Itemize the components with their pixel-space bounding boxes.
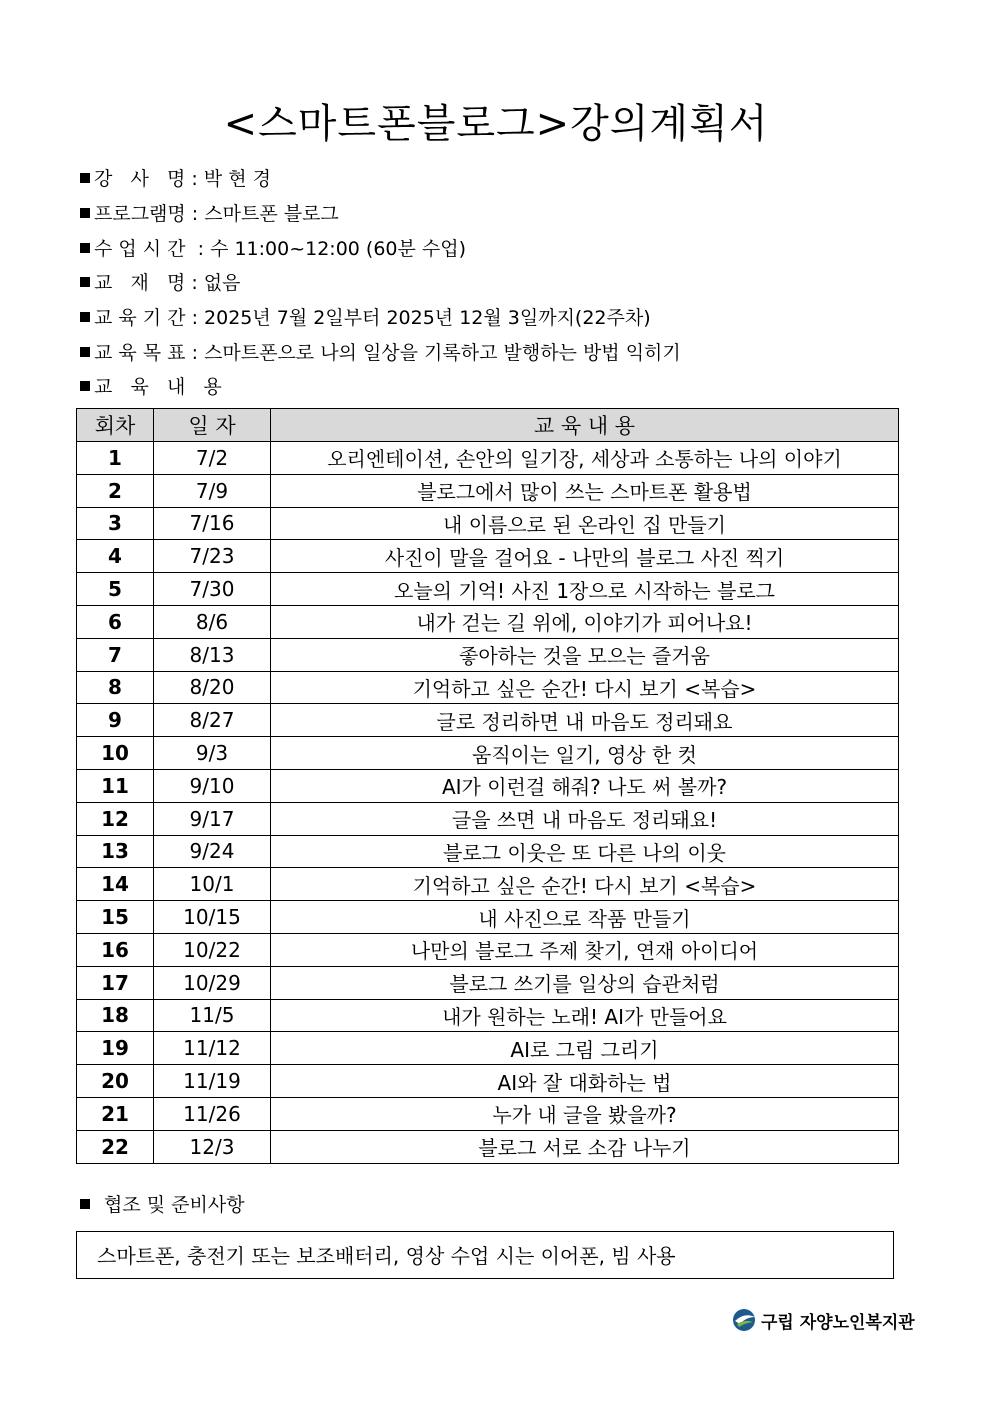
table-row bbox=[77, 442, 899, 475]
info-line bbox=[80, 234, 466, 261]
info-value: 없음 bbox=[203, 272, 241, 294]
session-date: 10/29 bbox=[154, 966, 271, 999]
square-bullet-icon bbox=[80, 381, 90, 391]
session-date: 12/3 bbox=[154, 1130, 271, 1163]
session-number: 9 bbox=[77, 704, 154, 737]
session-date: 10/1 bbox=[154, 868, 271, 901]
session-date: 11/5 bbox=[154, 999, 271, 1032]
session-date: 9/17 bbox=[154, 802, 271, 835]
table-row bbox=[77, 507, 899, 540]
table-row bbox=[77, 540, 899, 573]
session-content: 오늘의 기억! 사진 1장으로 시작하는 블로그 bbox=[271, 573, 899, 606]
info-line bbox=[80, 303, 651, 330]
session-content: 좋아하는 것을 모으는 즐거움 bbox=[271, 638, 899, 671]
session-content: 글을 쓰면 내 마음도 정리돼요! bbox=[271, 802, 899, 835]
session-date: 11/26 bbox=[154, 1097, 271, 1130]
table-row bbox=[77, 802, 899, 835]
prep-label-text: 협조 및 준비사항 bbox=[104, 1194, 245, 1216]
table-row bbox=[77, 999, 899, 1032]
square-bullet-icon bbox=[80, 312, 90, 322]
info-line bbox=[80, 164, 271, 191]
session-date: 9/24 bbox=[154, 835, 271, 868]
info-line bbox=[80, 372, 228, 399]
session-date: 7/9 bbox=[154, 474, 271, 507]
info-value: 스마트폰 블로그 bbox=[204, 203, 339, 225]
header-content: 교 육 내 용 bbox=[271, 409, 899, 442]
logo-text: 구립 자양노인복지관 bbox=[761, 1312, 915, 1333]
session-content: 내가 걷는 길 위에, 이야기가 피어나요! bbox=[271, 605, 899, 638]
table-row bbox=[77, 966, 899, 999]
document-title: <스마트폰블로그>강의계획서 bbox=[223, 101, 769, 147]
session-number: 7 bbox=[77, 638, 154, 671]
prep-section-label bbox=[80, 1190, 245, 1217]
info-value: 수 11:00~12:00 (60분 수업) bbox=[210, 238, 467, 260]
session-number: 14 bbox=[77, 868, 154, 901]
info-value: 스마트폰으로 나의 일상을 기록하고 발행하는 방법 익히기 bbox=[204, 342, 681, 364]
info-line bbox=[80, 338, 681, 365]
organization-logo bbox=[731, 1306, 915, 1334]
header-session: 회차 bbox=[77, 409, 154, 442]
info-value: 2025년 7월 2일부터 2025년 12월 3일까지(22주차) bbox=[204, 307, 651, 329]
info-label: 강 사 명 : bbox=[94, 168, 198, 190]
table-row bbox=[77, 474, 899, 507]
session-number: 20 bbox=[77, 1065, 154, 1098]
session-number: 1 bbox=[77, 442, 154, 475]
session-content: 기억하고 싶은 순간! 다시 보기 <복습> bbox=[271, 868, 899, 901]
session-number: 21 bbox=[77, 1097, 154, 1130]
info-label: 교 육 내 용 bbox=[94, 376, 222, 398]
session-content: 내가 원하는 노래! AI가 만들어요 bbox=[271, 999, 899, 1032]
session-number: 4 bbox=[77, 540, 154, 573]
session-number: 16 bbox=[77, 933, 154, 966]
session-date: 7/2 bbox=[154, 442, 271, 475]
session-number: 15 bbox=[77, 901, 154, 934]
lesson-table bbox=[76, 408, 899, 1164]
prep-box: 스마트폰, 충전기 또는 보조배터리, 영상 수업 시는 이어폰, 빔 사용 bbox=[76, 1231, 894, 1279]
session-number: 17 bbox=[77, 966, 154, 999]
session-content: AI가 이런걸 해줘? 나도 써 볼까? bbox=[271, 769, 899, 802]
table-row bbox=[77, 933, 899, 966]
logo-emblem-icon bbox=[731, 1308, 759, 1332]
table-header-row bbox=[77, 409, 899, 442]
session-date: 8/13 bbox=[154, 638, 271, 671]
session-number: 3 bbox=[77, 507, 154, 540]
session-date: 11/19 bbox=[154, 1065, 271, 1098]
session-number: 2 bbox=[77, 474, 154, 507]
session-date: 10/22 bbox=[154, 933, 271, 966]
session-content: 내 사진으로 작품 만들기 bbox=[271, 901, 899, 934]
table-row bbox=[77, 1032, 899, 1065]
session-content: 블로그 서로 소감 나누기 bbox=[271, 1130, 899, 1163]
header-date: 일 자 bbox=[154, 409, 271, 442]
session-date: 8/6 bbox=[154, 605, 271, 638]
info-value: 박 현 경 bbox=[203, 168, 271, 190]
table-row bbox=[77, 769, 899, 802]
table-row bbox=[77, 1130, 899, 1163]
session-date: 10/15 bbox=[154, 901, 271, 934]
session-content: 나만의 블로그 주제 찾기, 연재 아이디어 bbox=[271, 933, 899, 966]
table-row bbox=[77, 901, 899, 934]
session-date: 8/20 bbox=[154, 671, 271, 704]
table-row bbox=[77, 671, 899, 704]
table-row bbox=[77, 605, 899, 638]
session-content: AI와 잘 대화하는 법 bbox=[271, 1065, 899, 1098]
session-number: 12 bbox=[77, 802, 154, 835]
session-date: 7/16 bbox=[154, 507, 271, 540]
square-bullet-icon bbox=[80, 208, 90, 218]
info-line bbox=[80, 268, 241, 295]
table-row bbox=[77, 835, 899, 868]
info-label: 교 육 목 표 : bbox=[94, 342, 198, 364]
session-content: 블로그에서 많이 쓰는 스마트폰 활용법 bbox=[271, 474, 899, 507]
square-bullet-icon bbox=[80, 277, 90, 287]
session-date: 7/30 bbox=[154, 573, 271, 606]
table-row bbox=[77, 868, 899, 901]
session-content: 글로 정리하면 내 마음도 정리돼요 bbox=[271, 704, 899, 737]
session-number: 18 bbox=[77, 999, 154, 1032]
session-date: 7/23 bbox=[154, 540, 271, 573]
info-label: 수 업 시 간 : bbox=[94, 238, 205, 260]
info-line bbox=[80, 199, 339, 226]
table-row bbox=[77, 704, 899, 737]
session-date: 8/27 bbox=[154, 704, 271, 737]
session-content: 오리엔테이션, 손안의 일기장, 세상과 소통하는 나의 이야기 bbox=[271, 442, 899, 475]
info-label: 교 재 명 : bbox=[94, 272, 198, 294]
session-date: 9/10 bbox=[154, 769, 271, 802]
session-content: 누가 내 글을 봤을까? bbox=[271, 1097, 899, 1130]
square-bullet-icon bbox=[80, 1199, 90, 1209]
session-number: 13 bbox=[77, 835, 154, 868]
session-number: 8 bbox=[77, 671, 154, 704]
session-content: 블로그 이웃은 또 다른 나의 이웃 bbox=[271, 835, 899, 868]
table-row bbox=[77, 1065, 899, 1098]
session-number: 5 bbox=[77, 573, 154, 606]
session-date: 9/3 bbox=[154, 737, 271, 770]
session-date: 11/12 bbox=[154, 1032, 271, 1065]
square-bullet-icon bbox=[80, 347, 90, 357]
table-row bbox=[77, 1097, 899, 1130]
session-content: 내 이름으로 된 온라인 집 만들기 bbox=[271, 507, 899, 540]
session-number: 22 bbox=[77, 1130, 154, 1163]
session-content: 블로그 쓰기를 일상의 습관처럼 bbox=[271, 966, 899, 999]
session-content: 사진이 말을 걸어요 - 나만의 블로그 사진 찍기 bbox=[271, 540, 899, 573]
session-content: 기억하고 싶은 순간! 다시 보기 <복습> bbox=[271, 671, 899, 704]
session-content: 움직이는 일기, 영상 한 컷 bbox=[271, 737, 899, 770]
session-number: 10 bbox=[77, 737, 154, 770]
session-content: AI로 그림 그리기 bbox=[271, 1032, 899, 1065]
info-label: 프로그램명 : bbox=[94, 203, 199, 225]
info-label: 교 육 기 간 : bbox=[94, 307, 198, 329]
table-row bbox=[77, 638, 899, 671]
session-number: 19 bbox=[77, 1032, 154, 1065]
session-number: 11 bbox=[77, 769, 154, 802]
square-bullet-icon bbox=[80, 173, 90, 183]
session-number: 6 bbox=[77, 605, 154, 638]
table-row bbox=[77, 737, 899, 770]
square-bullet-icon bbox=[80, 243, 90, 253]
table-row bbox=[77, 573, 899, 606]
